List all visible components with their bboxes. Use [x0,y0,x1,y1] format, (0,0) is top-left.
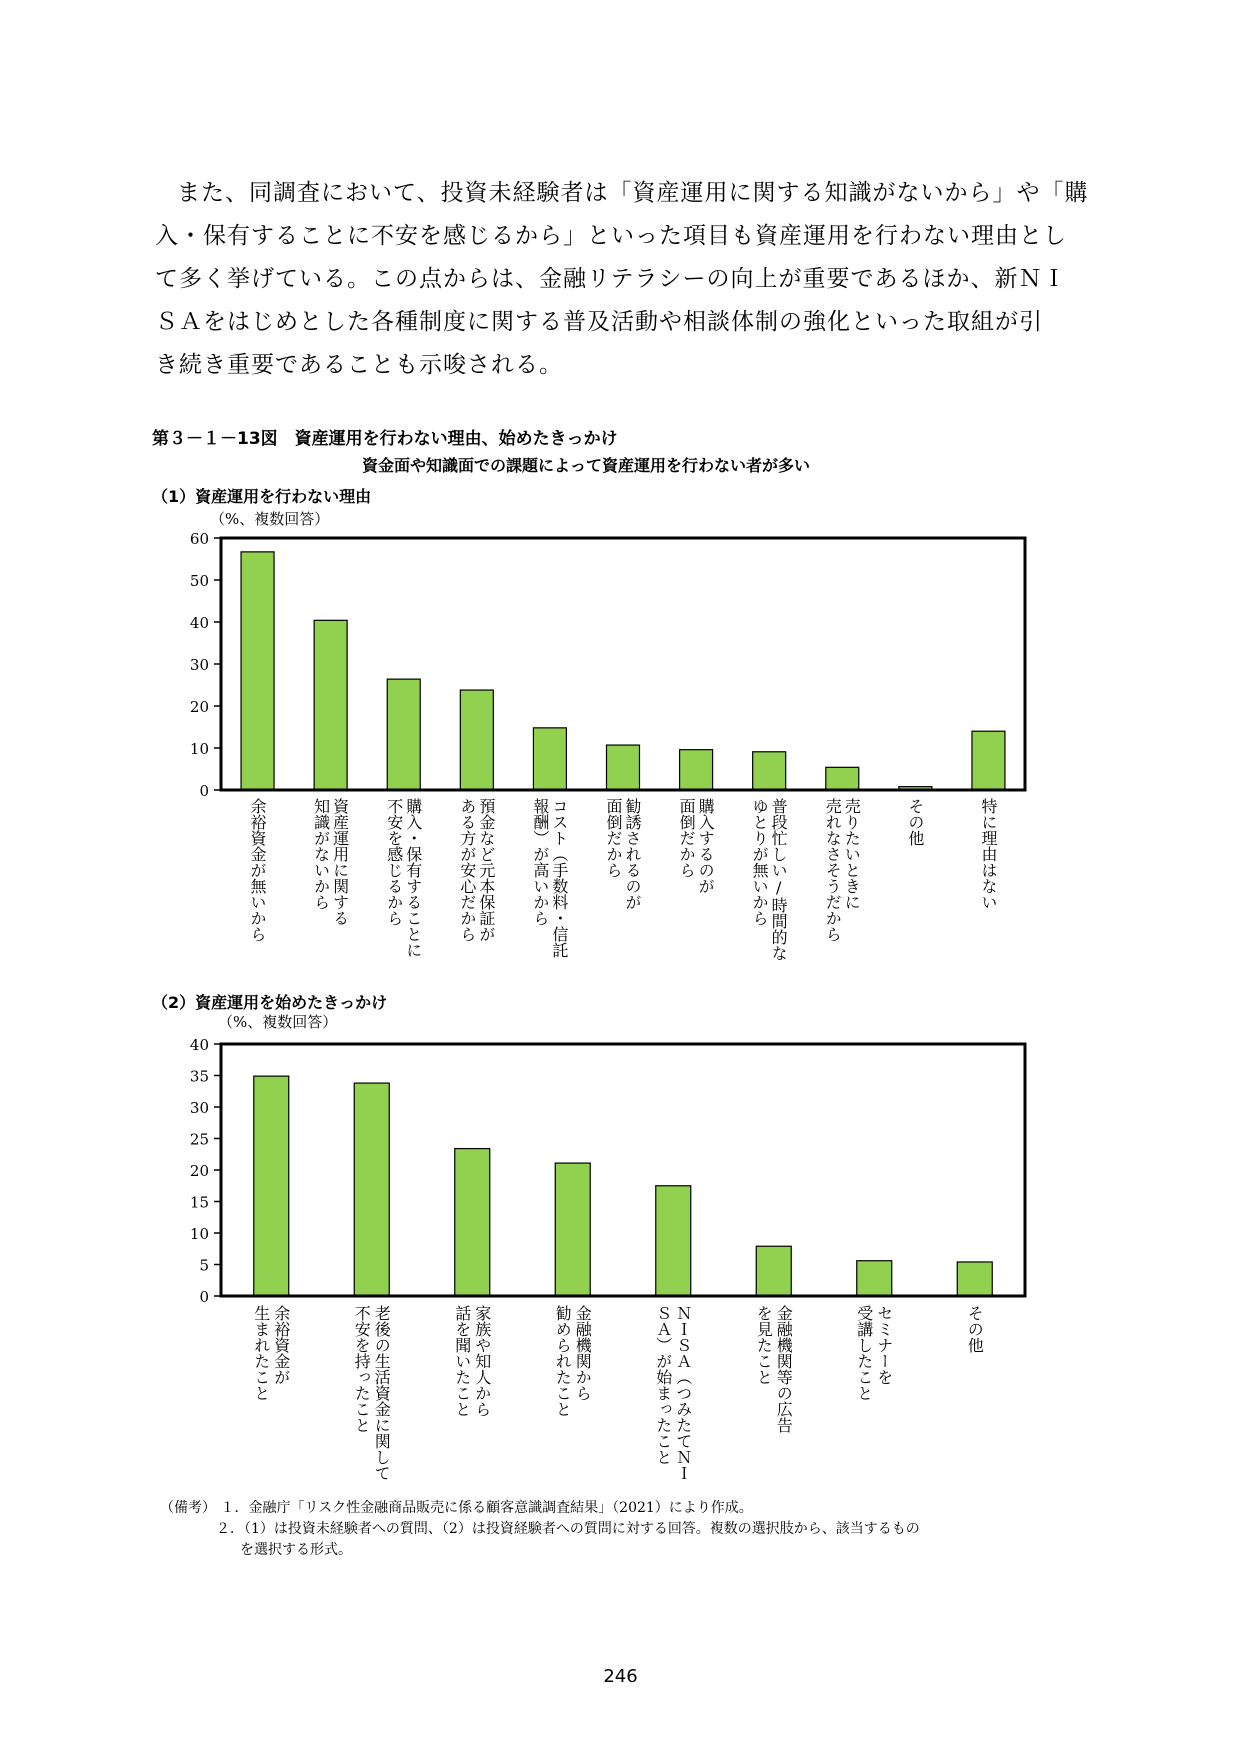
chart1-category-label: 余裕資金が無いから [248,798,268,942]
note-2: ２．（1）は投資未経験者への質問、（2）は投資経験者への質問に対する回答。複数の選択肢から、該当するもの [216,1521,920,1537]
chart2-bar [957,1262,992,1296]
chart1-category-label: 報酬）が高いから [530,798,550,926]
chart1-y-tick-label: 10 [189,740,209,758]
chart2-category-label: ＳＡ）が始まったこと [653,1305,673,1465]
chart1-category-label: 特に理由はない [978,798,998,910]
chart1-category-label: 不安を感じるから [384,798,404,926]
chart1-category-label: 預金など元本保証が [476,798,496,942]
chart2-category-label: セミナーを [874,1305,894,1385]
chart1-category-label: ある方が安心だから [457,798,477,942]
chart1-y-tick-label: 20 [189,698,209,716]
figure-title: 第３－１－13図 資産運用を行わない理由、始めたきっかけ [152,429,618,449]
chart2-category-label: 金融機関から [573,1305,593,1401]
paragraph-line: 入・保有することに不安を感じるから」といった項目も資産運用を行わない理由とし [155,223,1067,249]
chart2-category-label: ＮＩＳＡ（つみたてＮＩ [673,1305,693,1481]
chart1-y-tick-label: 40 [189,614,209,632]
page-number: 246 [603,1666,638,1687]
chart2-bar [354,1083,389,1296]
chart2-y-tick-label: 15 [189,1193,209,1212]
notes-label: （備考） [160,1500,216,1516]
chart1-category-label: 売れなさそうだから [823,798,843,942]
paragraph-line: ＳＡをはじめとした各種制度に関する普及活動や相談体制の強化といった取組が引 [155,309,1043,335]
chart1-bar [607,745,640,790]
chart2-plot-frame [221,1044,1025,1296]
chart1-category-label: 売りたいときに [842,798,862,910]
chart2-category-label: 受講したこと [854,1305,874,1401]
chart1-bar [387,679,420,790]
chart2-category-label: 余裕資金が [271,1305,291,1385]
chart2-category-label: 不安を持ったこと [352,1305,372,1433]
chart1-category-label: 資産運用に関する [330,798,350,926]
chart1-bar [533,728,566,790]
chart2-y-tick-label: 25 [189,1130,209,1149]
chart1-y-tick-label: 60 [189,530,209,548]
chart2-category-label: 生まれたこと [251,1305,271,1401]
chart2-y-tick-label: 0 [199,1288,209,1306]
chart2-title: （2）資産運用を始めたきっかけ [152,993,388,1012]
chart2-bar [455,1149,490,1296]
chart1-bar [753,752,786,790]
chart1-category-label: その他 [905,798,925,846]
chart1-category-label: 普段忙しい/時間的な [769,798,789,961]
chart2-category-label: 勧められたこと [553,1305,573,1417]
chart2-bar [555,1163,590,1296]
chart2-y-tick-label: 40 [189,1036,209,1054]
chart2-y-tick-label: 5 [199,1256,209,1275]
figure-subtitle: 資金面や知識面での課題によって資産運用を行わない者が多い [362,456,811,475]
chart2-category-label: 家族や知人から [472,1305,492,1417]
chart1-bar [972,731,1005,790]
chart1-title: （1）資産運用を行わない理由 [152,487,372,506]
chart1-category-label: 面倒だから [677,798,697,878]
chart1-y-tick-label: 30 [189,656,209,674]
chart2-unit-label: （%、複数回答） [218,1013,338,1031]
chart2-category-label: その他 [965,1305,985,1353]
chart1-bar [460,690,493,790]
chart2-y-tick-label: 10 [189,1225,209,1243]
chart1-y-tick-label: 50 [189,572,209,590]
chart2-bar [254,1076,289,1296]
chart2-bar [857,1261,892,1296]
chart2-category-label: を見たこと [754,1305,774,1385]
chart2-y-tick-label: 30 [189,1099,209,1117]
chart1-y-tick-label: 0 [199,782,209,800]
chart2-category-label: 金融機関等の広告 [774,1305,794,1433]
chart2-bar [656,1186,691,1296]
note-1: １．金融庁「リスク性金融商品販売に係る顧客意識調査結果」（2021）により作成。 [220,1500,753,1516]
chart1-bar [314,620,347,790]
chart1-category-label: ゆとりが無いから [750,798,770,926]
chart1-category-label: 面倒だから [604,798,623,878]
paragraph-line: また、同調査において、投資未経験者は「資産運用に関する知識がないから」や「購 [177,180,1089,206]
chart2-category-label: 話を聞いたこと [452,1305,472,1417]
chart1-category-label: 勧誘されるのが [623,798,642,910]
chart1-category-label: 購入するのが [696,798,716,894]
chart1-bar [241,552,274,790]
chart1-unit-label: （%、複数回答） [210,510,330,528]
chart1-bar [826,767,859,790]
notes [160,1498,1100,1561]
note-3: を選択する形式。 [240,1542,352,1558]
chart1-category-label: 購入・保有することに [403,798,423,958]
chart1-category-label: コスト（手数料・信託 [549,798,569,958]
chart1-bar [680,750,713,790]
paragraph-line: き続き重要であることも示唆される。 [155,352,563,378]
chart2-y-tick-label: 20 [189,1162,209,1180]
chart2-y-tick-label: 35 [189,1067,209,1086]
chart1-category-label: 知識がないから [311,798,331,910]
paragraph-line: て多く挙げている。この点からは、金融リテラシーの向上が重要であるほか、新ＮＩ [155,266,1067,292]
chart2-category-label: 老後の生活資金に関して [372,1305,392,1481]
chart2-bar [756,1246,791,1296]
